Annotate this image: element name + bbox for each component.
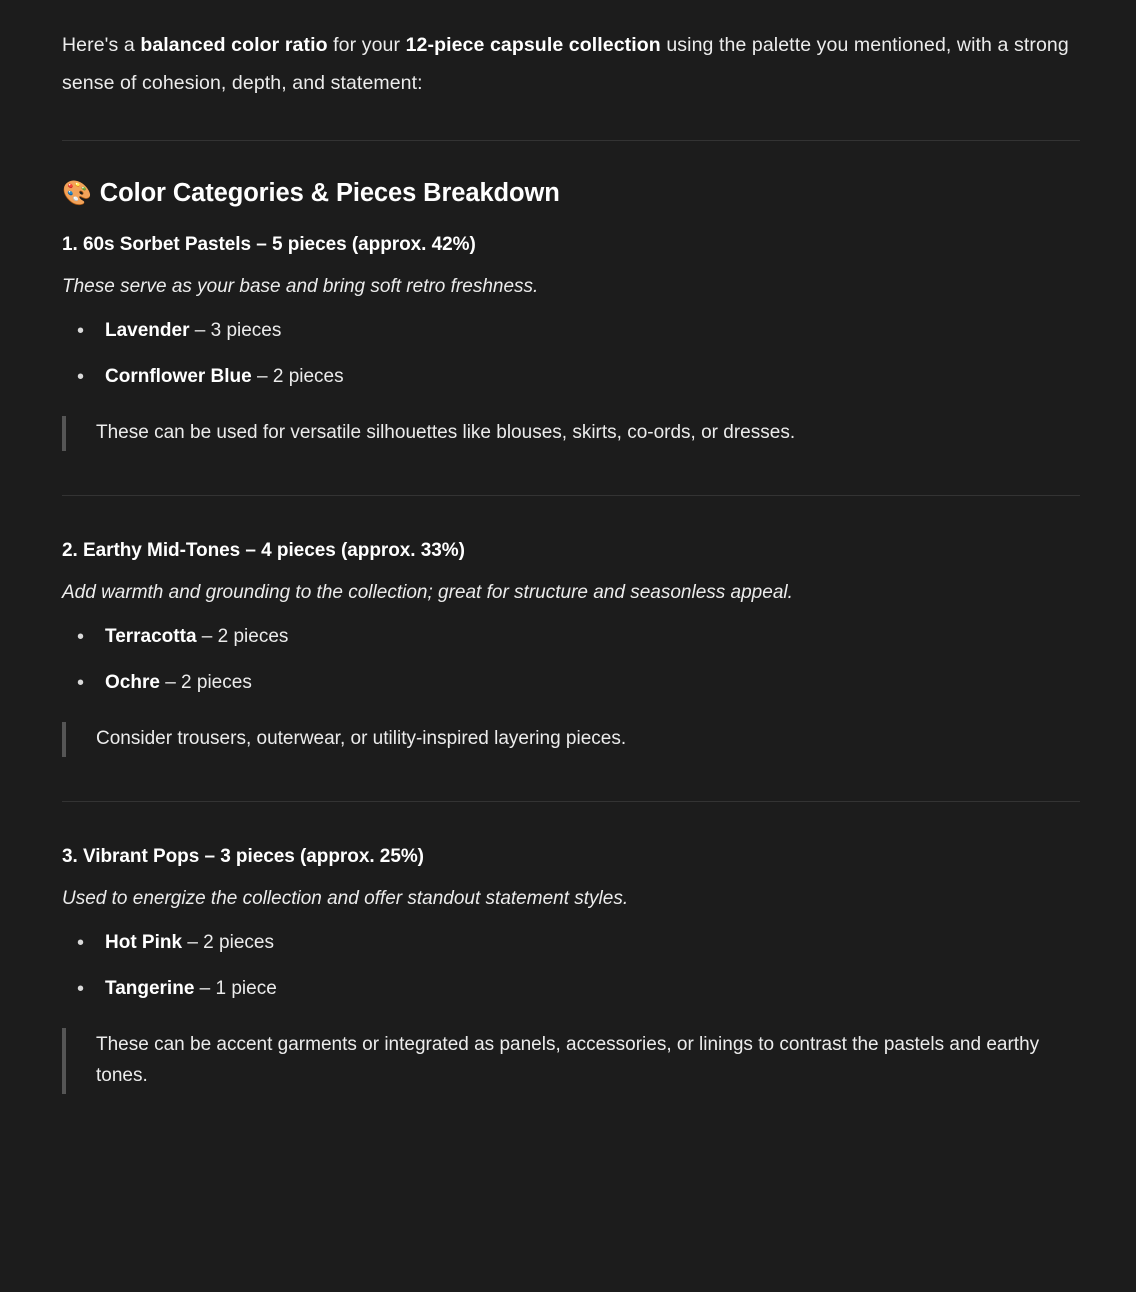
intro-paragraph — [62, 26, 1080, 102]
piece-detail: – 2 pieces — [251, 365, 344, 387]
list-item — [62, 668, 1080, 698]
category-title: 2. Earthy Mid-Tones – 4 pieces (approx. 33%) — [62, 539, 465, 561]
piece-name: Tangerine — [105, 977, 195, 999]
intro-prefix: Here's a — [62, 34, 141, 56]
piece-name: Lavender — [105, 320, 190, 342]
category-note-text: These can be accent garments or integrated as panels, accessories, or linings to contrast the pastels and earthy tones. — [96, 1034, 1040, 1086]
piece-detail: – 3 pieces — [189, 320, 282, 342]
category-note-text: These can be used for versatile silhouettes like blouses, skirts, co-ords, or dresses. — [96, 422, 796, 444]
piece-detail: – 1 piece — [194, 977, 277, 999]
intro-bold-capsule: 12-piece capsule collection — [405, 34, 661, 56]
list-item — [62, 362, 1080, 392]
piece-name: Hot Pink — [105, 932, 183, 954]
list-item — [62, 316, 1080, 346]
piece-name: Ochre — [105, 671, 160, 693]
intro-suffix: using the palette you mentioned, with a strong sense of cohesion, depth, and statement: — [62, 34, 1069, 95]
piece-name: Terracotta — [105, 626, 197, 648]
category-block-1 — [62, 234, 1080, 451]
category-note — [62, 416, 1080, 451]
palette-icon: 🎨 — [62, 179, 92, 207]
category-block-2 — [62, 540, 1080, 757]
list-item — [62, 622, 1080, 652]
divider-1 — [62, 495, 1080, 496]
piece-name: Cornflower Blue — [105, 365, 252, 387]
category-note-text: Consider trousers, outerwear, or utility-inspired layering pieces. — [96, 728, 627, 750]
category-description: These serve as your base and bring soft retro freshness. — [62, 276, 539, 298]
pieces-list — [62, 622, 1080, 698]
list-item — [62, 928, 1080, 958]
category-note — [62, 1028, 1080, 1094]
category-block-3 — [62, 846, 1080, 1094]
category-note — [62, 722, 1080, 757]
piece-detail: – 2 pieces — [159, 671, 252, 693]
section-heading-text: Color Categories & Pieces Breakdown — [99, 179, 560, 208]
divider-2 — [62, 801, 1080, 802]
section-heading — [62, 179, 1080, 208]
category-description: Used to energize the collection and offer standout statement styles. — [62, 887, 629, 909]
pieces-list — [62, 928, 1080, 1004]
piece-detail: – 2 pieces — [196, 626, 289, 648]
category-title: 1. 60s Sorbet Pastels – 5 pieces (approx. 42%) — [62, 234, 476, 256]
divider-top — [62, 140, 1080, 141]
category-title: 3. Vibrant Pops – 3 pieces (approx. 25%) — [62, 845, 424, 867]
intro-mid: for your — [327, 34, 406, 56]
list-item — [62, 974, 1080, 1004]
category-description: Add warmth and grounding to the collection; great for structure and seasonless appeal. — [62, 581, 793, 603]
pieces-list — [62, 316, 1080, 392]
intro-bold-ratio: balanced color ratio — [140, 34, 328, 56]
piece-detail: – 2 pieces — [182, 932, 274, 954]
